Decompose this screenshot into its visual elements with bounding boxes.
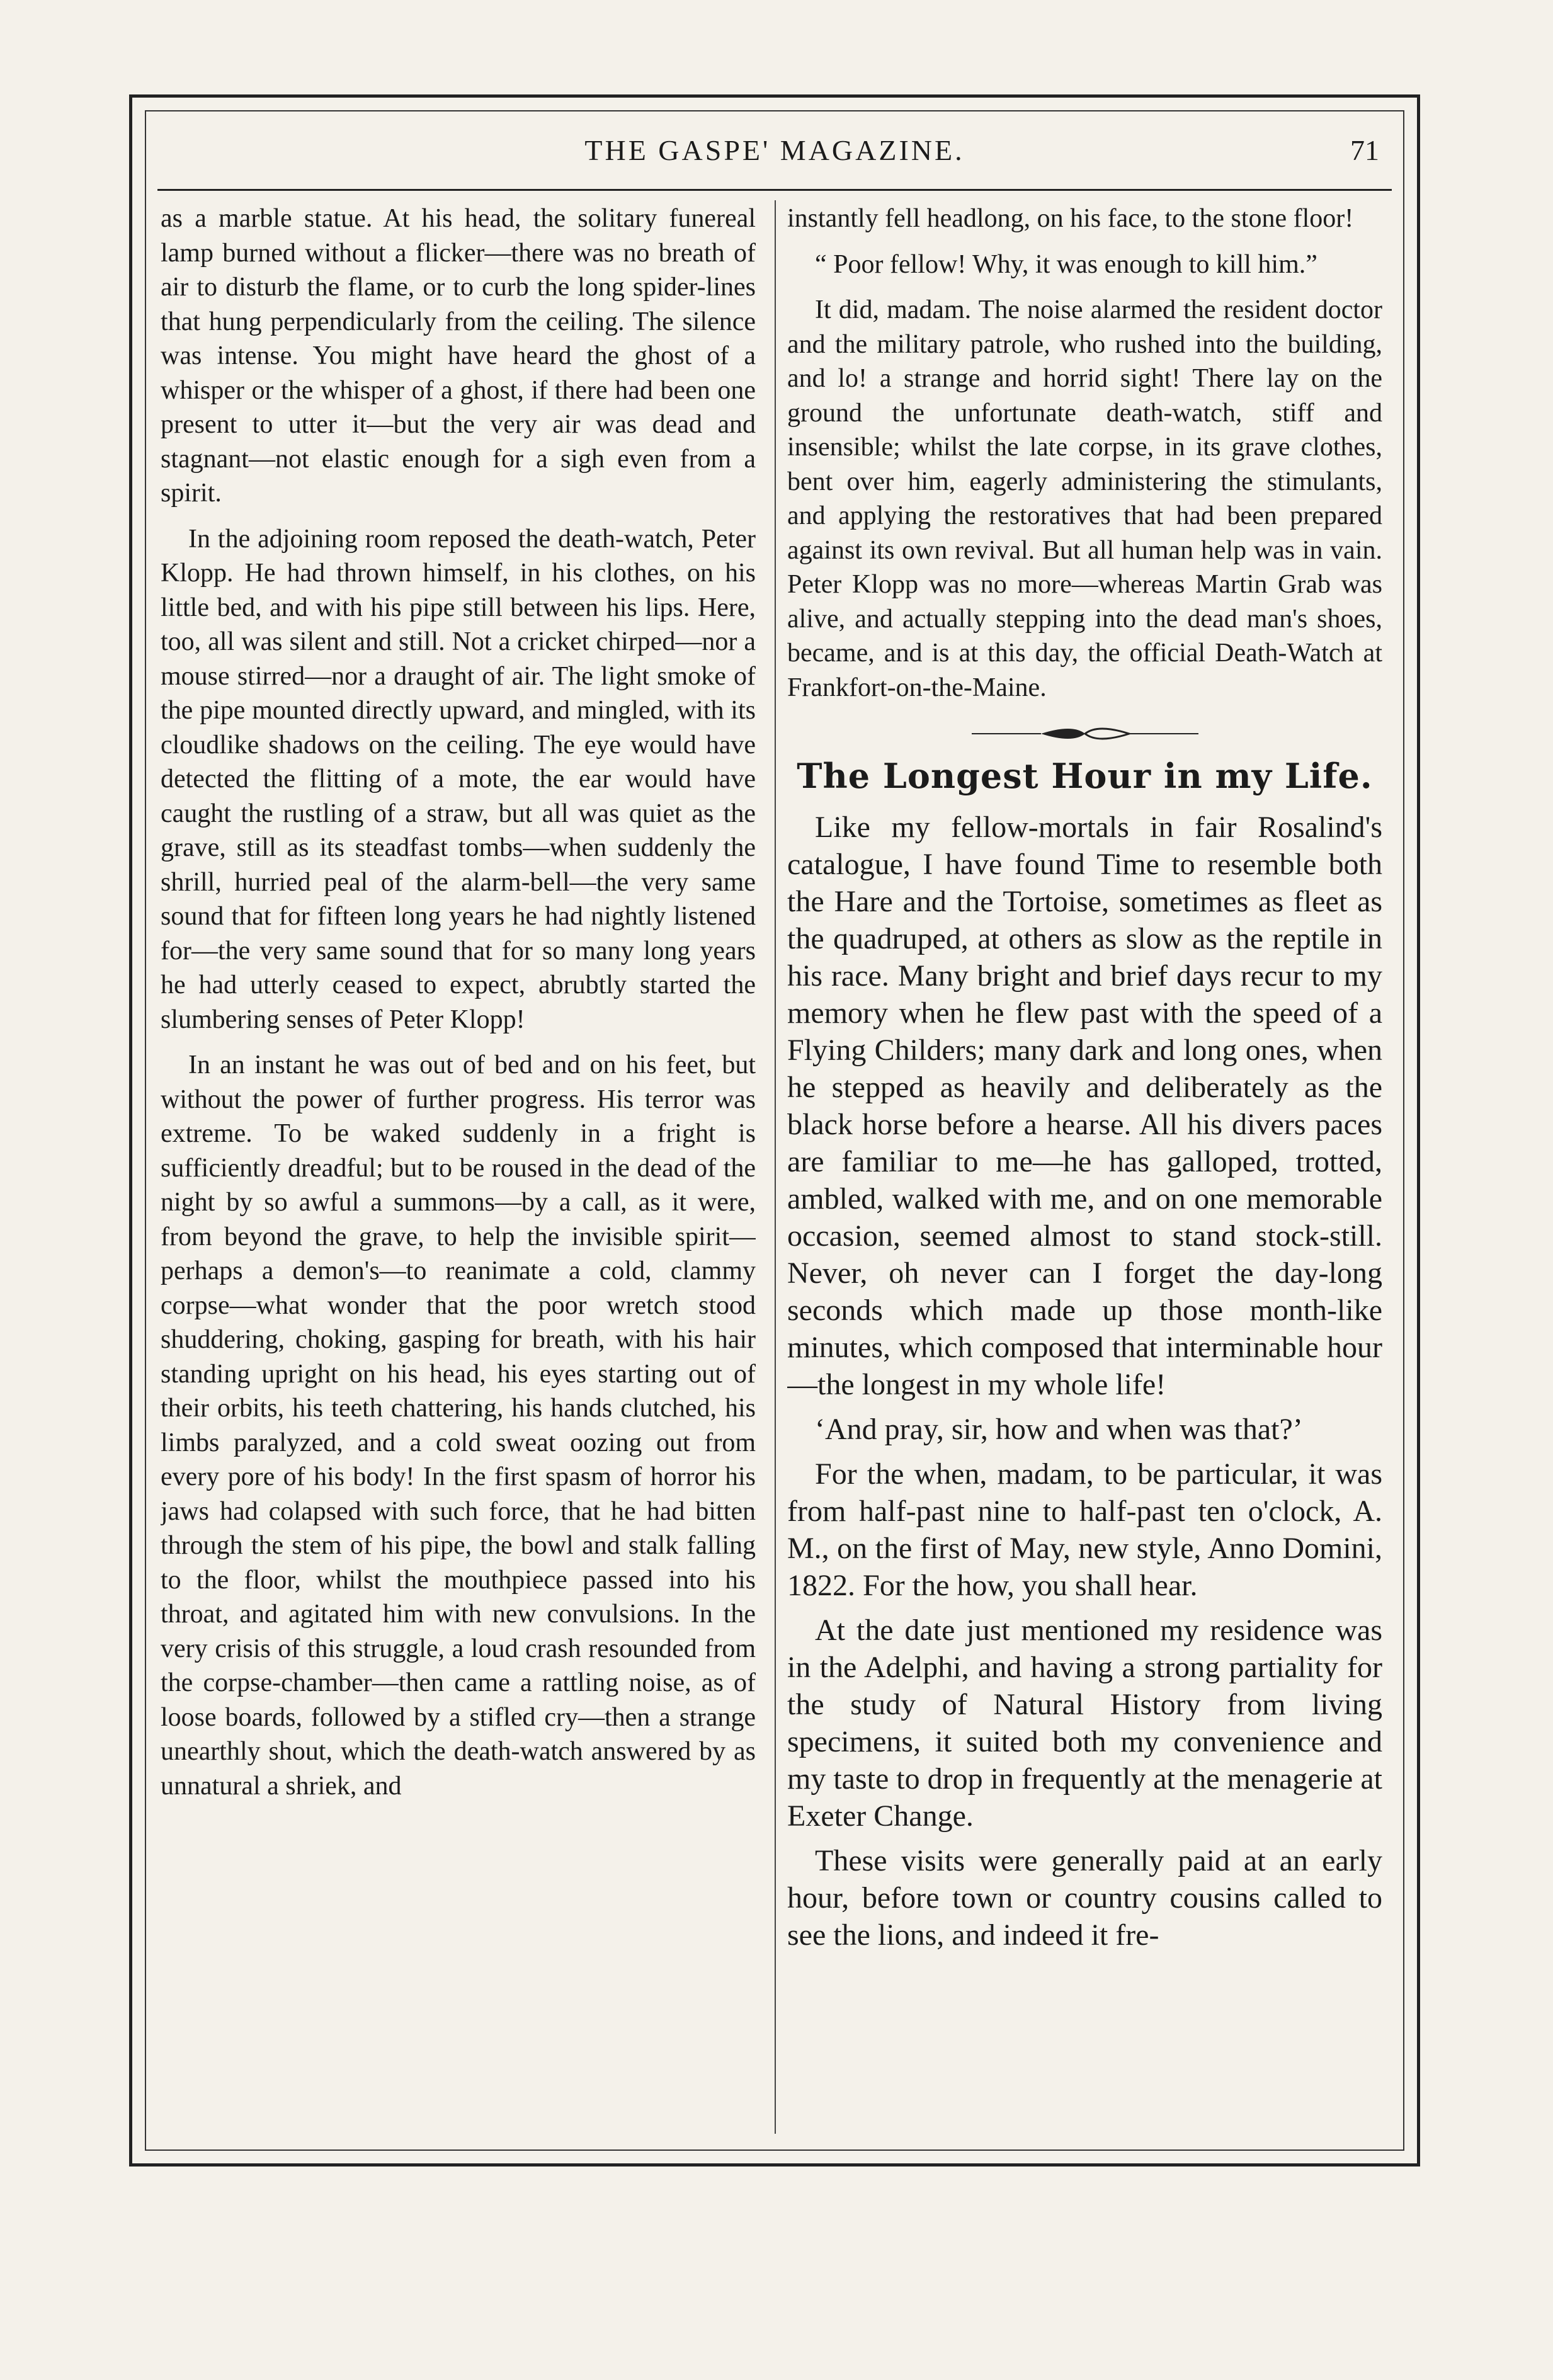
paragraph: In an instant he was out of bed and on his feet, but without the power of further progress. His terror was extreme. To be waked suddenly in a fright is sufficiently dreadful; but to be roused in the dead of the night by so awful a summons—by a call, as it were, from beyond the grave, to help the invisible spirit—perhaps a demon's—to reanimate a cold, clammy corpse—what wonder that the poor wretch stood shuddering, choking, gasping for breath, with his hair standing upright on his head, his eyes starting out of their orbits, his teeth chattering, his hands clutched, his limbs paralyzed, and a cold sweat oozing out from every pore of his body! In the first spasm of horror his jaws had colapsed with such force, that he had bitten through the stem of his pipe, the bowl and stalk falling to the floor, whilst the mouthpiece passed into his throat, and agitated him with new convulsions. In the very crisis of this struggle, a loud crash resounded from the corpse-chamber—then came a rattling noise, as of loose boards, followed by a stifled cry—then a strange unearthly shout, which the death-watch answered by as unnatural a shriek, and <box>161 1051 756 1801</box>
page-header <box>157 120 1392 191</box>
column-divider <box>775 200 776 2134</box>
paragraph: At the date just mentioned my residence was in the Adelphi, and having a strong partiality for the study of Natural History from living specimens, it suited both my convenience and my taste to drop in frequently at the menagerie at Exeter Change. <box>787 1613 1382 1833</box>
paragraph: These visits were generally paid at an early hour, before town or country cousins called to see the lions, and indeed it fre- <box>787 1843 1382 1952</box>
right-column <box>787 202 1382 2122</box>
section-title: The Longest Hour in my Life. <box>797 756 1373 796</box>
paragraph: Like my fellow-mortals in fair Rosalind's catalogue, I have found Time to resemble both the Hare and the Tortoise, sometimes as fleet as the quadruped, at others as slow as the reptile in his race. Many bright and brief days recur to my memory when he flew past with the speed of a Flying Childers; many dark and long ones, when he stepped as heavily and deliberately as the black horse before a hearse. All his divers paces are familiar to me—he has galloped, trotted, ambled, walked with me, and on one memorable occasion, seemed almost to stand stock-still. Never, oh never can I forget the day-long seconds which made up those month-like minutes, which composed that interminable hour—the longest in my whole life! <box>787 810 1382 1401</box>
paragraph: It did, madam. The noise alarmed the resident doctor and the military patrole, who rushed into the building, and lo! a strange and horrid sight! There lay on the ground the unfortunate death-watch, stiff and insensible; whilst the late corpse, in its grave clothes, bent over him, eagerly administering the stimulants, and applying the restoratives that had been prepared against its own revival. But all human help was in vain. Peter Klopp was no more—whereas Martin Grab was alive, and actually stepping into the dead man's shoes, became, and is at this day, the official Death-Watch at Frankfort-on-the-Maine. <box>787 295 1382 702</box>
section-ornament-icon <box>965 721 1205 746</box>
paragraph: ‘And pray, sir, how and when was that?’ <box>815 1412 1303 1446</box>
paragraph: “ Poor fellow! Why, it was enough to kill him.” <box>815 249 1317 279</box>
paragraph: instantly fell headlong, on his face, to the stone floor! <box>787 204 1354 233</box>
paragraph: For the when, madam, to be particular, it was from half-past nine to half-past ten o'clock, A. M., on the first of May, new style, Anno Domini, 1822. For the how, you shall hear. <box>787 1457 1382 1602</box>
paragraph: as a marble statue. At his head, the solitary funereal lamp burned without a flicker—there was no breath of air to disturb the flame, or to curb the long spider-lines that hung perpendicularly from the ceiling. The silence was intense. You might have heard the ghost of a whisper or the whisper of a ghost, if there had been one present to utter it—but the very air was dead and stagnant—not elastic enough for a sigh even from a spirit. <box>161 204 756 508</box>
paragraph: In the adjoining room reposed the death-watch, Peter Klopp. He had thrown himself, in his clothes, on his little bed, and with his pipe still between his lips. Here, too, all was silent and still. Not a cricket chirped—nor a mouse stirred—nor a draught of air. The light smoke of the pipe mounted directly upward, and mingled, with its cloudlike shadows on the ceiling. The eye would have detected the flitting of a mote, the ear would have caught the rustling of a straw, but all was quiet as the grave, still as its steadfast tombs—when suddenly the shrill, hurried peal of the alarm-bell—the very same sound that for fifteen long years he had nightly listened for—the very same sound that for so many long years he had utterly ceased to expect, abrubtly started the slumbering senses of Peter Klopp! <box>161 524 756 1034</box>
essay-body <box>787 809 1382 1954</box>
left-column <box>161 202 756 2122</box>
running-head: THE GASPE' MAGAZINE. <box>584 134 965 166</box>
page-number: 71 <box>1350 134 1379 166</box>
